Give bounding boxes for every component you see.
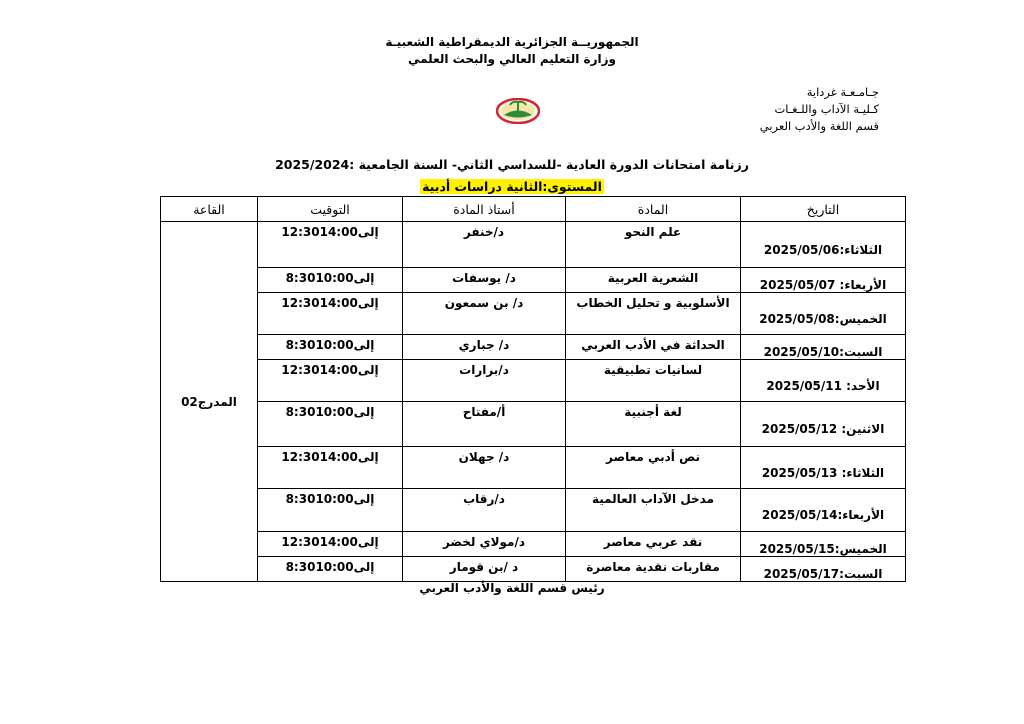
exam-professor: د/خنفر [403, 222, 566, 268]
exam-professor: أ/مفتاح [403, 402, 566, 447]
exam-date: الاثنين: 2025/05/12 [741, 402, 906, 447]
faculty-name: كـليـة الآداب واللـغـات [774, 102, 879, 116]
exam-professor: د /بن قومار [403, 557, 566, 582]
exam-professor: د/رقاب [403, 489, 566, 532]
exam-time: 8:30إلى10:00 [258, 335, 403, 360]
exam-time: 12:30إلى14:00 [258, 293, 403, 335]
exam-date: الأحد: 2025/05/11 [741, 360, 906, 402]
exam-date: السبت:2025/05/17 [741, 557, 906, 582]
table-row [161, 532, 906, 557]
header-subject: المادة [566, 197, 741, 222]
table-header-row [161, 197, 906, 222]
exam-subject: الأسلوبية و تحليل الخطاب [566, 293, 741, 335]
table-row [161, 489, 906, 532]
exam-subject: الشعرية العربية [566, 268, 741, 293]
header-professor: أستاذ المادة [403, 197, 566, 222]
exam-room: المدرج02 [161, 222, 258, 582]
exam-time: 8:30إلى10:00 [258, 268, 403, 293]
exam-time: 12:30إلى14:00 [258, 360, 403, 402]
university-block [760, 84, 879, 135]
republic-heading: الجمهوريــة الجزائرية الديمقراطية الشعبيـة [385, 35, 639, 49]
exam-schedule-title: رزنامة امتحانات الدورة العادية -للسداسي الثاني- السنة الجامعية :2025/2024 [275, 157, 749, 172]
exam-professor: د/ جهلان [403, 447, 566, 489]
exam-date: الخميس:2025/05/15 [741, 532, 906, 557]
exam-date: السبت:2025/05/10 [741, 335, 906, 360]
exam-date: الثلاثاء:2025/05/06 [741, 222, 906, 268]
exam-time: 12:30إلى14:00 [258, 447, 403, 489]
table-row [161, 293, 906, 335]
exam-professor: د/برارات [403, 360, 566, 402]
table-row [161, 447, 906, 489]
exam-time: 8:30إلى10:00 [258, 557, 403, 582]
header-room: القاعة [161, 197, 258, 222]
header-time: التوقيت [258, 197, 403, 222]
exam-subject: لسانيات تطبيقية [566, 360, 741, 402]
table-row [161, 402, 906, 447]
university-name: جـامـعـة غرداية [806, 85, 879, 99]
table-row [161, 557, 906, 582]
exam-date: الأربعاء: 2025/05/07 [741, 268, 906, 293]
table-row [161, 360, 906, 402]
table-row [161, 222, 906, 268]
exam-professor: د/مولاي لخضر [403, 532, 566, 557]
exam-date: الأربعاء:2025/05/14 [741, 489, 906, 532]
exam-subject: علم النحو [566, 222, 741, 268]
exam-subject: نص أدبي معاصر [566, 447, 741, 489]
exam-subject: لغة أجنبية [566, 402, 741, 447]
exam-professor: د/ يوسفات [403, 268, 566, 293]
exam-date: الثلاثاء: 2025/05/13 [741, 447, 906, 489]
table-row [161, 268, 906, 293]
exam-professor: د/ بن سمعون [403, 293, 566, 335]
exam-subject: الحداثة في الأدب العربي [566, 335, 741, 360]
exam-schedule-table [160, 196, 906, 582]
exam-date: الخميس:2025/05/08 [741, 293, 906, 335]
department-name: قسم اللغة والأدب العربي [759, 119, 879, 133]
exam-time: 8:30إلى10:00 [258, 489, 403, 532]
exam-professor: د/ جباري [403, 335, 566, 360]
exam-time: 12:30إلى14:00 [258, 532, 403, 557]
ministry-heading: وزارة التعليم العالي والبحث العلمي [407, 52, 617, 66]
department-head-signature-label: رئيس قسم اللغة والأدب العربي [419, 581, 605, 595]
level-label: المستوى:الثانية دراسات أدبية [422, 179, 602, 194]
exam-subject: نقد عربي معاصر [566, 532, 741, 557]
exam-time: 8:30إلى10:00 [258, 402, 403, 447]
exam-subject: مدخل الآداب العالمية [566, 489, 741, 532]
table-row [161, 335, 906, 360]
exam-time: 12:30إلى14:00 [258, 222, 403, 268]
university-logo [496, 98, 540, 124]
header-date: التاريخ [741, 197, 906, 222]
exam-subject: مقاربات نقدية معاصرة [566, 557, 741, 582]
